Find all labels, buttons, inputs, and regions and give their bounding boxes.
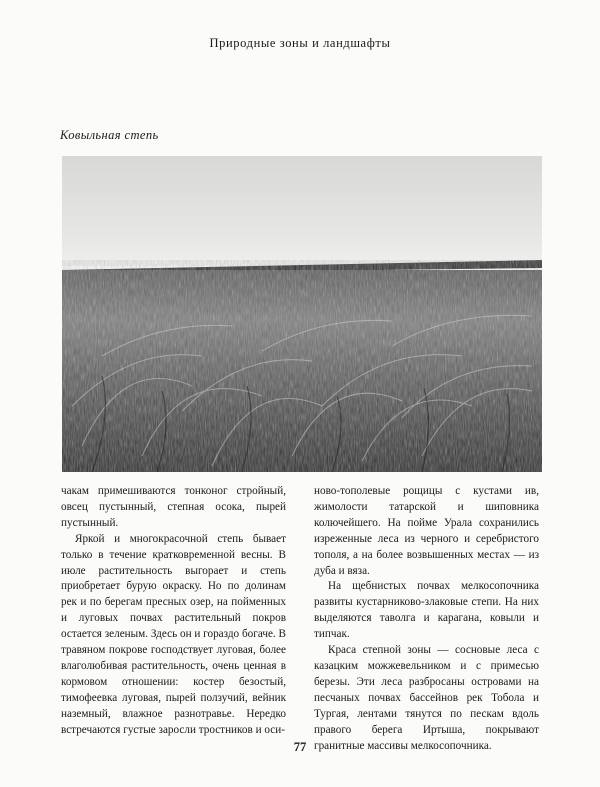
text-column-left [61, 484, 286, 739]
sky [62, 156, 542, 266]
paragraph: Яркой и многокрасочной степь бывает только в течение кратковременной весны. В июле растительность выгорает и степь приобретает бурую окраску. Но по долинам рек и по берегам пресных озер, на пойменных и луговых почвах растительный покров остается зеленым. Здесь он и гораздо богаче. В травяном покрове господствует луговая, более влаголюбивая растительность, очень ценная в кормовом отношении: костер безостый, тимофеевка луговая, пырей ползучий, вейник наземный, влажное разнотравье. Нередко встречаются густые заросли тростников и оси- [61, 532, 286, 736]
paragraph: ново-тополевые рощицы с кустами ив, жимолости татарской и шиповника колючейшего. На пойме Урала сохранились изреженные леса из черного и серебристого тополя, а на более возвышенных местах — из дуба и вяза. [314, 485, 539, 577]
paragraph: На щебнистых почвах мелкосопочника развиты кустарниково-злаковые степи. На них выделяются таволга и карагана, ковыли и типчак. [314, 580, 539, 641]
steppe-photograph [62, 156, 542, 472]
text-column-right [314, 484, 539, 754]
figure-caption: Ковыльная степь [60, 128, 159, 142]
paragraph: Краса степной зоны — сосновые леса с казацким можжевельником и с примесью березы. Эти леса разбросаны островами на песчаных почвах бассейнов рек Тобола и Тургая, лентами тянутся по пескам вдоль правого берега Иртыша, покрывают гранитные массивы мелкосопочника. [314, 644, 539, 752]
page-number: 77 [293, 740, 307, 754]
running-title: Природные зоны и ландшафты [209, 36, 391, 50]
paragraph: чакам примешиваются тонконог стройный, овсец пустынный, степная осока, пырей пустынный. [61, 485, 286, 529]
